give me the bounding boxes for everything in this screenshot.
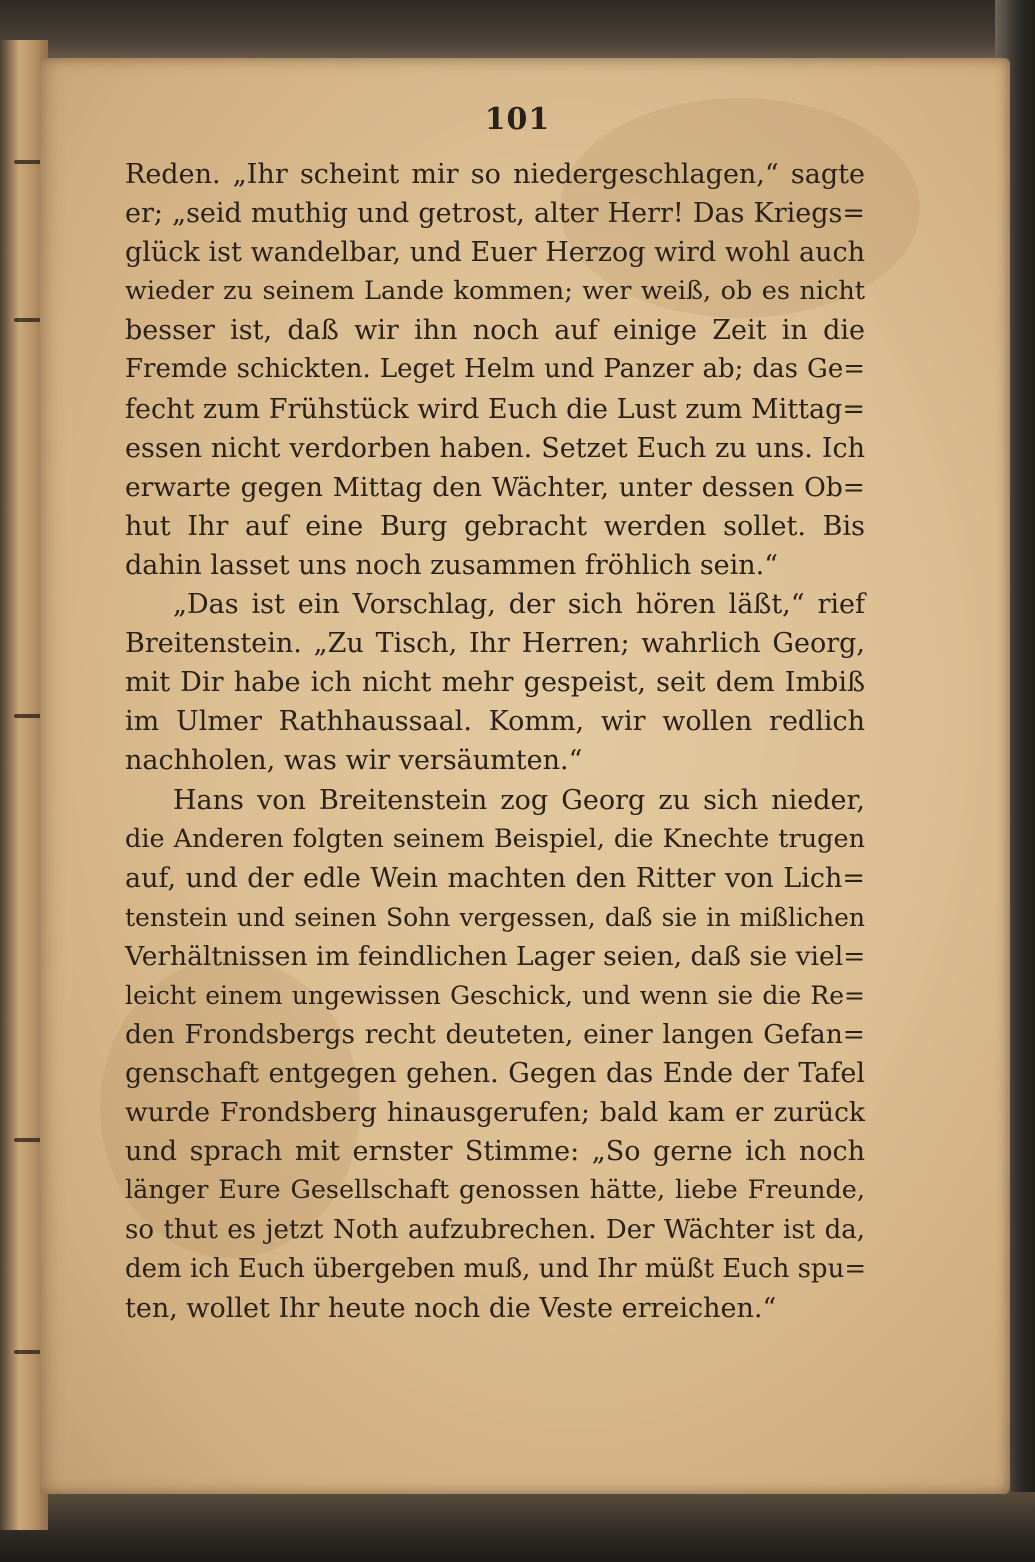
book-cover-top-edge	[0, 0, 1035, 60]
text-line: länger Eure Gesellschaft genossen hätte, liebe Freunde,	[125, 1175, 865, 1206]
text-line: genschaft entgegen gehen. Gegen das Ende der Tafel	[125, 1058, 865, 1090]
text-line: die Anderen folgten seinem Beispiel, die Knechte trugen	[125, 823, 865, 854]
text-line: Hans von Breitenstein zog Georg zu sich nieder,	[173, 784, 865, 816]
text-line: dahin lasset uns noch zusammen fröhlich sein.“	[125, 549, 779, 581]
text-line: im Ulmer Rathhaussaal. Komm, wir wollen redlich	[125, 706, 865, 738]
text-line: den Frondsbergs recht deuteten, einer langen Gefan=	[125, 1019, 865, 1051]
text-line: so thut es jetzt Noth aufzubrechen. Der Wächter ist da,	[125, 1214, 865, 1245]
text-line: Verhältnissen im feindlichen Lager seien, daß sie viel=	[125, 940, 866, 972]
text-line: auf, und der edle Wein machten den Ritter von Lich=	[125, 862, 865, 894]
text-line: mit Dir habe ich nicht mehr gespeist, seit dem Imbiß	[125, 667, 865, 699]
text-line: leicht einem ungewissen Geschick, und wenn sie die Re=	[125, 980, 865, 1010]
text-line: besser ist, daß wir ihn noch auf einige Zeit in die	[125, 315, 865, 347]
body-text	[125, 155, 865, 1328]
text-line: wieder zu seinem Lande kommen; wer weiß, ob es nicht	[125, 276, 865, 307]
text-line: ten, wollet Ihr heute noch die Veste erreichen.“	[125, 1292, 777, 1324]
text-line: Breitenstein. „Zu Tisch, Ihr Herren; wahrlich Georg,	[125, 628, 865, 660]
book-cover-bottom-edge	[0, 1492, 1035, 1562]
page-number: 101	[484, 102, 551, 137]
text-line: Reden. „Ihr scheint mir so niedergeschlagen,“ sagte	[125, 159, 865, 190]
text-line: tenstein und seinen Sohn vergessen, daß sie in mißlichen	[125, 902, 865, 932]
text-line: fecht zum Frühstück wird Euch die Lust zum Mittag=	[125, 393, 865, 425]
text-line: wurde Frondsberg hinausgerufen; bald kam er zurück	[125, 1097, 865, 1129]
text-line: er; „seid muthig und getrost, alter Herr! Das Kriegs=	[125, 198, 865, 230]
text-line: Fremde schickten. Leget Helm und Panzer ab; das Ge=	[125, 354, 865, 385]
text-line: erwarte gegen Mittag den Wächter, unter dessen Ob=	[125, 471, 865, 503]
text-line: glück ist wandelbar, und Euer Herzog wird wohl auch	[125, 237, 865, 269]
text-line: nachholen, was wir versäumten.“	[125, 745, 583, 777]
text-line: dem ich Euch übergeben muß, und Ihr müßt Euch spu=	[125, 1253, 867, 1284]
text-line: hut Ihr auf eine Burg gebracht werden sollet. Bis	[125, 510, 865, 542]
text-line: „Das ist ein Vorschlag, der sich hören läßt,“ rief	[173, 589, 865, 621]
text-line: und sprach mit ernster Stimme: „So gerne ich noch	[125, 1136, 865, 1168]
text-line: essen nicht verdorben haben. Setzet Euch zu uns. Ich	[125, 432, 865, 464]
